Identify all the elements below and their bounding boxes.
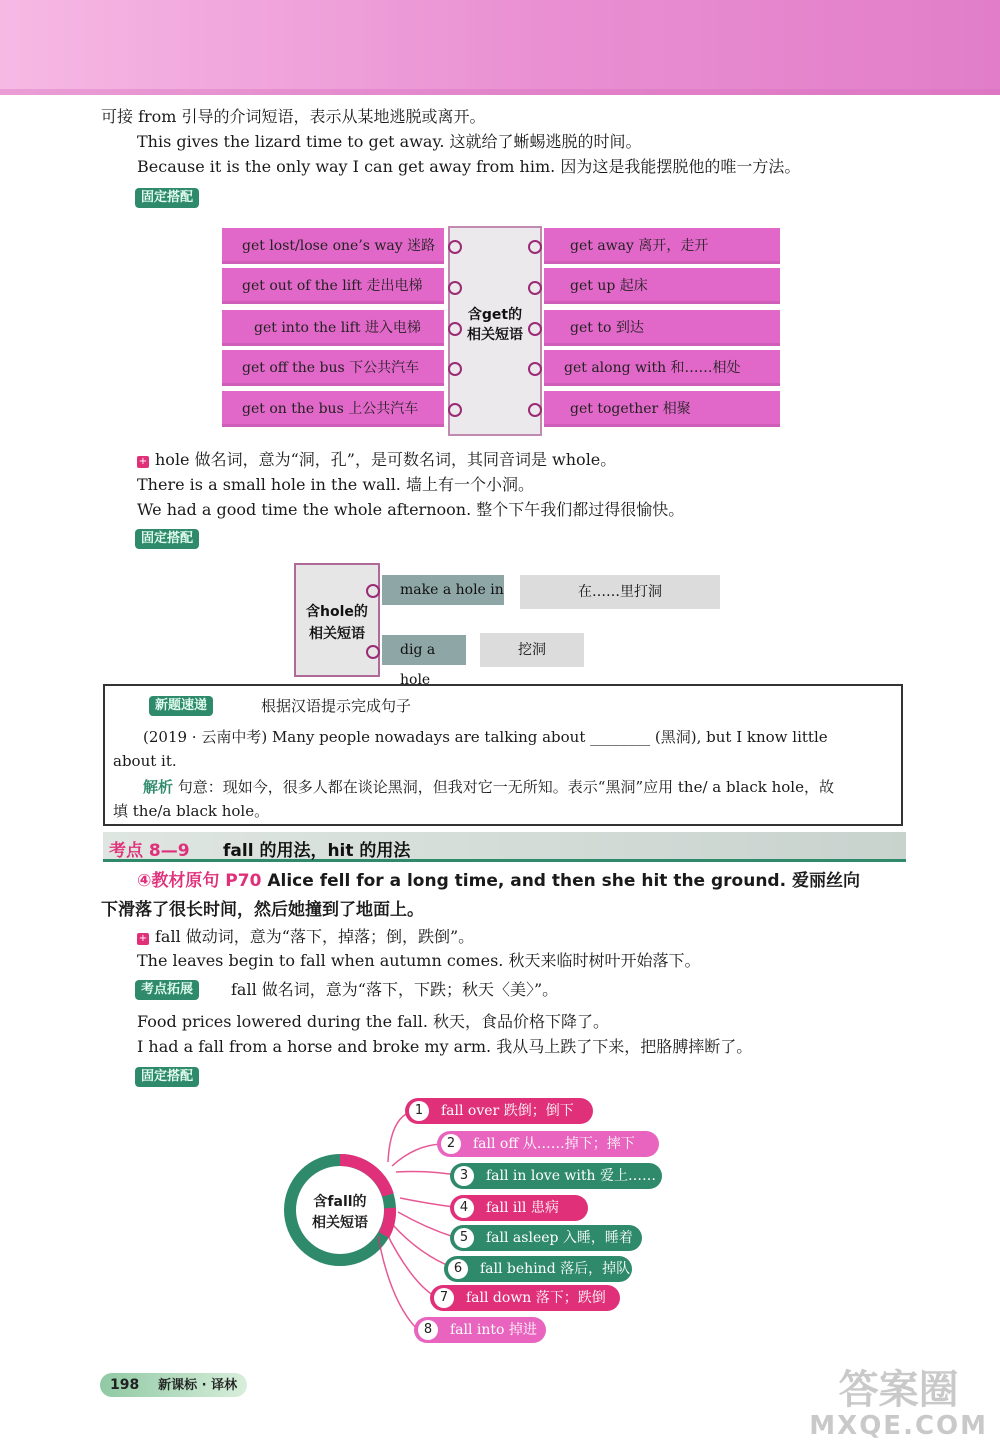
get-phrase-right-1: get away 离开，走开 xyxy=(544,228,780,264)
fall-phrase-text: fall over 跌倒；倒下 xyxy=(441,1103,574,1119)
example-sentence: I had a fall from a horse and broke my arm. 我从马上跌了下来，把胳膊摔断了。 xyxy=(137,1037,753,1056)
get-phrase-left-5: get on the bus 上公共汽车 xyxy=(222,391,444,427)
item-number: 5 xyxy=(454,1228,474,1248)
fall-phrase-6 xyxy=(444,1256,632,1282)
fixed-collocation-tag: 固定搭配 xyxy=(135,529,199,549)
source-text: Alice fell for a long time, and then she hit the ground. 爱丽丝向 xyxy=(267,871,860,891)
connector-ring-icon xyxy=(528,322,542,336)
example-sentence: We had a good time the whole afternoon. 整个下午我们都过得很愉快。 xyxy=(137,500,685,519)
page-footer xyxy=(100,1373,247,1397)
fall-noun-definition: fall 做名词，意为“落下，下跌；秋天〈美〉”。 xyxy=(231,980,559,999)
plus-bullet-icon: + xyxy=(138,933,148,944)
get-phrase-left-2: get out of the lift 走出电梯 xyxy=(222,268,444,304)
source-label: ④教材原句 P70 xyxy=(137,871,262,891)
fixed-collocation-tag: 固定搭配 xyxy=(135,188,199,208)
example-sentence: Food prices lowered during the fall. 秋天，食品价格下降了。 xyxy=(137,1012,610,1031)
get-phrase-right-2: get up 起床 xyxy=(544,268,780,304)
question-text: about it. xyxy=(113,752,177,770)
connector-ring-icon xyxy=(366,584,380,598)
fall-phrase-7 xyxy=(430,1285,620,1311)
example-sentence: The leaves begin to fall when autumn comes. 秋天来临时树叶开始落下。 xyxy=(137,951,701,970)
analysis-line xyxy=(143,776,834,798)
hole-meaning-2: 挖洞 xyxy=(480,633,584,667)
hole-phrase-1: make a hole in xyxy=(382,575,504,605)
fall-phrase-2 xyxy=(437,1131,659,1157)
item-number: 1 xyxy=(409,1101,429,1121)
fall-phrase-text: fall off 从……掉下；摔下 xyxy=(473,1136,635,1152)
connector-ring-icon xyxy=(528,362,542,376)
watermark-top: 答案圈 xyxy=(838,1367,959,1414)
fall-phrase-text: fall ill 患病 xyxy=(486,1200,559,1216)
fall-phrase-text: fall down 落下；跌倒 xyxy=(466,1290,606,1306)
hole-definition xyxy=(137,449,616,471)
analysis-label: 解析 xyxy=(143,778,174,796)
item-number: 2 xyxy=(441,1134,461,1154)
item-number: 8 xyxy=(418,1320,438,1340)
fall-definition-text: fall 做动词，意为“落下，掉落；倒，跌倒”。 xyxy=(155,927,475,946)
topic-label: 考点 8—9 xyxy=(109,841,190,861)
fall-phrase-4 xyxy=(450,1195,588,1221)
connector-ring-icon xyxy=(528,240,542,254)
fall-phrase-text: fall in love with 爱上…… xyxy=(486,1168,656,1184)
source-sentence xyxy=(137,870,860,892)
item-number: 4 xyxy=(454,1198,474,1218)
fall-phrase-5 xyxy=(450,1225,642,1251)
fall-phrase-text: fall asleep 入睡，睡着 xyxy=(486,1230,633,1246)
get-phrase-left-4: get off the bus 下公共汽车 xyxy=(222,350,444,386)
connector-ring-icon xyxy=(528,281,542,295)
fixed-collocation-tag: 固定搭配 xyxy=(135,1067,199,1087)
example-sentence: There is a small hole in the wall. 墙上有一个小洞。 xyxy=(137,475,534,494)
center-label-line1: 含hole的 xyxy=(306,604,368,620)
hole-definition-text: hole 做名词，意为“洞，孔”，是可数名词，其同音词是 whole。 xyxy=(155,450,617,469)
new-question-tag: 新题速递 xyxy=(149,696,213,716)
connector-ring-icon xyxy=(366,645,380,659)
connector-ring-icon xyxy=(448,240,462,254)
source-translation: 下滑落了很长时间，然后她撞到了地面上。 xyxy=(101,900,424,920)
new-question-box xyxy=(103,684,903,826)
series-name: 新课标 · 译林 xyxy=(158,1378,238,1393)
expand-tag: 考点拓展 xyxy=(135,980,199,1000)
center-label-line1: 含fall的 xyxy=(313,1194,367,1210)
connector-ring-icon xyxy=(528,403,542,417)
analysis-text: 填 the/a black hole。 xyxy=(113,802,270,820)
fall-phrase-1 xyxy=(405,1098,593,1124)
header-band xyxy=(0,0,1000,95)
get-phrase-left-3: get into the lift 进入电梯 xyxy=(222,310,444,346)
question-instruction: 根据汉语提示完成句子 xyxy=(261,697,412,715)
connector-ring-icon xyxy=(448,322,462,336)
fall-phrase-text: fall into 掉进 xyxy=(450,1322,537,1338)
get-phrase-right-4: get along with 和……相处 xyxy=(544,350,780,386)
fall-phrase-8 xyxy=(414,1317,546,1343)
hole-meaning-1: 在……里打洞 xyxy=(520,575,720,609)
example-sentence: Because it is the only way I can get away from him. 因为这是我能摆脱他的唯一方法。 xyxy=(137,157,801,176)
connector-ring-icon xyxy=(448,403,462,417)
intro-text: 可接 from 引导的介词短语，表示从某地逃脱或离开。 xyxy=(101,107,486,126)
watermark-bottom: MXQE.COM xyxy=(809,1411,988,1442)
hole-diagram-center xyxy=(294,563,380,677)
center-label-line2: 相关短语 xyxy=(467,327,523,343)
example-sentence: This gives the lizard time to get away. 这就给了蜥蜴逃脱的时间。 xyxy=(137,132,642,151)
center-label-line2: 相关短语 xyxy=(312,1215,368,1231)
center-label-line2: 相关短语 xyxy=(309,626,365,642)
get-phrase-right-3: get to 到达 xyxy=(544,310,780,346)
connector-ring-icon xyxy=(448,281,462,295)
hole-phrase-2: dig a hole xyxy=(382,635,466,665)
connector-ring-icon xyxy=(448,362,462,376)
item-number: 6 xyxy=(448,1259,468,1279)
item-number: 7 xyxy=(434,1288,454,1308)
center-label-line1: 含get的 xyxy=(467,307,523,323)
plus-bullet-icon: + xyxy=(138,456,148,467)
fall-definition xyxy=(137,926,474,948)
topic-title: fall 的用法，hit 的用法 xyxy=(223,841,411,861)
page-number: 198 xyxy=(110,1377,140,1393)
fall-phrase-text: fall behind 落后，掉队 xyxy=(480,1261,631,1277)
topic-header-bar xyxy=(103,832,906,862)
analysis-text: 句意：现如今，很多人都在谈论黑洞，但我对它一无所知。表示“黑洞”应用 the/ a black hole，故 xyxy=(177,778,834,796)
fall-phrase-3 xyxy=(450,1163,662,1189)
get-phrase-right-5: get together 相聚 xyxy=(544,391,780,427)
question-text: (2019 · 云南中考) Many people nowadays are talking about ________ (黑洞), but I know little xyxy=(143,728,828,746)
get-phrase-left-1: get lost/lose one’s way 迷路 xyxy=(222,228,444,264)
watermark-logo xyxy=(809,1368,988,1441)
item-number: 3 xyxy=(454,1166,474,1186)
